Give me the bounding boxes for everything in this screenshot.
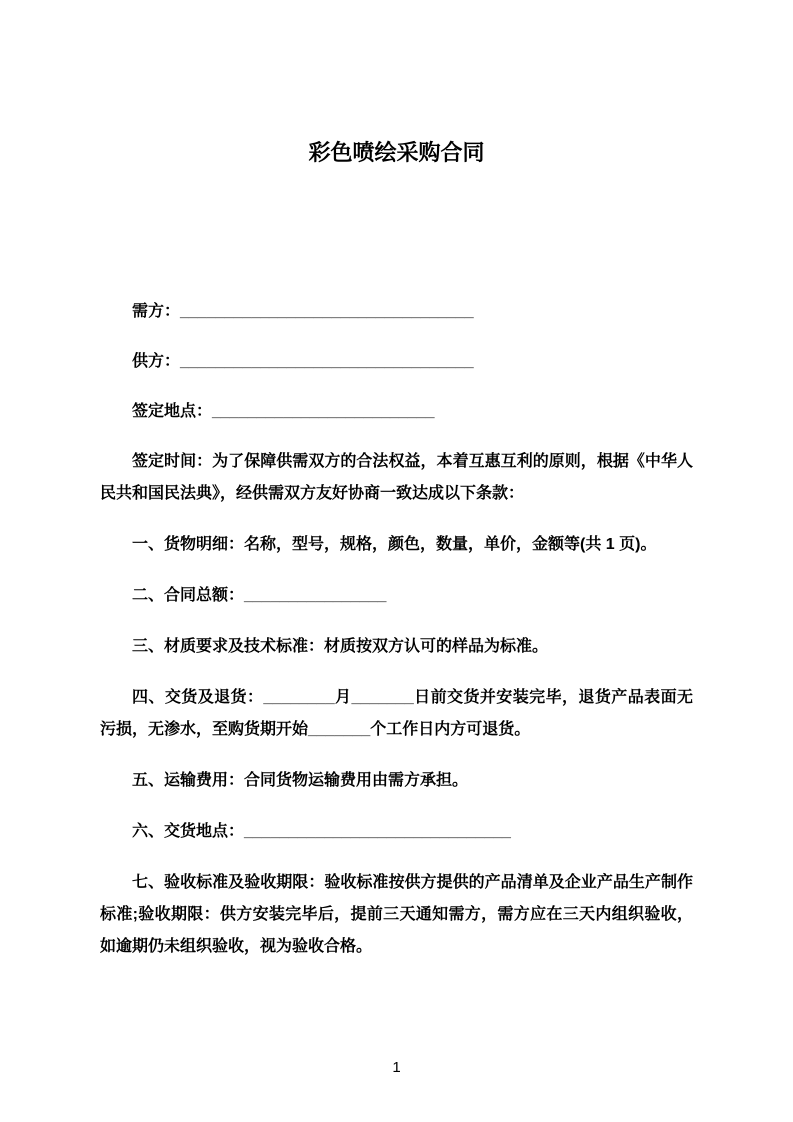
preamble-paragraph: 签定时间：为了保障供需双方的合法权益，本着互惠互利的原则，根据《中华人民共和国民法典》，经供需双方友好协商一致达成以下条款： [100,453,693,502]
clause-4-delivery-return: 四、交货及退货：________月_______日前交货并安装完毕，退货产品表面无污损，无渗水，至购货期开始_______个工作日内方可退货。 [100,689,693,738]
clause-1-goods-detail: 一、货物明细：名称，型号，规格，颜色，数量，单价，金额等(共 1 页)。 [132,536,657,553]
supplier-party-line: 供方：_________________________________ [132,353,474,370]
clause-6-delivery-place: 六、交货地点：______________________________ [132,823,511,840]
signing-place-line: 签定地点：_________________________ [132,403,435,420]
clause-5-transport-fee: 五、运输费用：合同货物运输费用由需方承担。 [132,772,469,789]
page-title: 彩色喷绘采购合同 [308,140,485,165]
clause-3-material-standard: 三、材质要求及技术标准：材质按双方认可的样品为标准。 [132,638,549,655]
clause-7-acceptance: 七、验收标准及验收期限：验收标准按供方提供的产品清单及企业产品生产制作标准;验收期限：供方安装完毕后，提前三天通知需方，需方应在三天内组织验收，如逾期仍未组织验收，视为验收合格。 [100,874,693,955]
page-number: 1 [392,1059,401,1076]
buyer-party-line: 需方：_________________________________ [132,303,474,320]
clause-2-total-amount: 二、合同总额：________________ [132,587,387,604]
